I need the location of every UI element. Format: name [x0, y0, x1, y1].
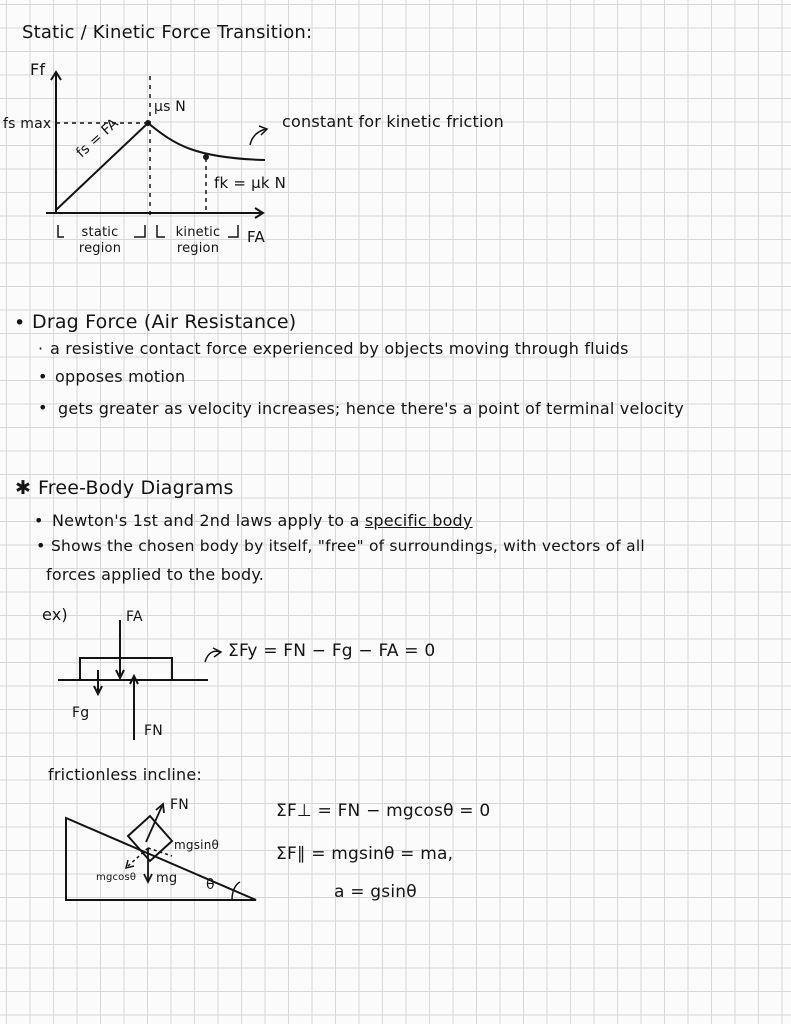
drag-bullet-1-dot: · [38, 339, 44, 358]
incline-perpendicular-component [128, 848, 148, 866]
fbd-bullet-2-line-1: Shows the chosen body by itself, "free" of surroundings, with vectors of all [51, 537, 645, 555]
fbd-bullet-2-dot: • [36, 536, 46, 555]
incline-normal-arrow [146, 806, 162, 842]
incline-heading: frictionless incline: [48, 765, 202, 784]
kinetic-friction-label: fk = μk N [214, 174, 287, 192]
slope-label: fs = FA [73, 115, 122, 162]
incline-equation-acceleration: a = gsinθ [334, 882, 417, 902]
example-equation: ΣFy = FN − Fg − FA = 0 [228, 641, 436, 661]
drag-heading-bullet: • [14, 312, 26, 334]
incline-angle-label: θ [206, 877, 215, 893]
incline-weight-label: mg [156, 871, 178, 886]
drag-bullet-2: opposes motion [55, 367, 186, 386]
x-axis-label: FA [247, 228, 265, 246]
fbd-bullet-1: Newton's 1st and 2nd laws apply to a specific body [52, 511, 473, 530]
static-region-label: static region [78, 225, 122, 256]
drag-heading: Drag Force (Air Resistance) [32, 311, 297, 333]
drag-bullet-3-dot: • [38, 398, 48, 417]
applied-force-label: FA [126, 609, 143, 625]
drag-bullet-1: a resistive contact force experienced by objects moving through fluids [50, 339, 629, 358]
graph-y-axis-label: Ff [30, 60, 46, 79]
fbd-star-icon: ✱ [15, 477, 32, 499]
specific-body-emphasis: specific body [364, 511, 473, 530]
drag-bullet-3: gets greater as velocity increases; hence there's a point of terminal velocity [58, 399, 684, 418]
gravity-force-label: Fg [72, 705, 90, 721]
fs-max-label: fs max [3, 116, 52, 132]
incline-parallel-label: mgsinθ [174, 838, 220, 852]
incline-ramp [66, 818, 256, 900]
incline-equation-parallel: ΣF∥ = mgsinθ = ma, [276, 844, 454, 864]
incline-perpendicular-label: mgcosθ [96, 872, 137, 883]
fbd-bullet-2-line-2: forces applied to the body. [46, 565, 265, 584]
friction-section-title: Static / Kinetic Force Transition: [22, 22, 313, 43]
incline-equation-perpendicular: ΣF⊥ = FN − mgcosθ = 0 [276, 801, 491, 821]
fbd-bullet-1-dot: • [34, 511, 44, 530]
kinetic-annotation: constant for kinetic friction [282, 112, 504, 131]
fbd-heading: Free-Body Diagrams [38, 477, 234, 499]
kinetic-region-label: kinetic region [175, 225, 221, 256]
peak-label: μs N [154, 99, 186, 115]
drag-bullet-2-dot: • [38, 367, 48, 386]
incline-normal-label: FN [170, 797, 189, 813]
example-label: ex) [42, 605, 68, 624]
normal-force-label: FN [144, 723, 163, 739]
